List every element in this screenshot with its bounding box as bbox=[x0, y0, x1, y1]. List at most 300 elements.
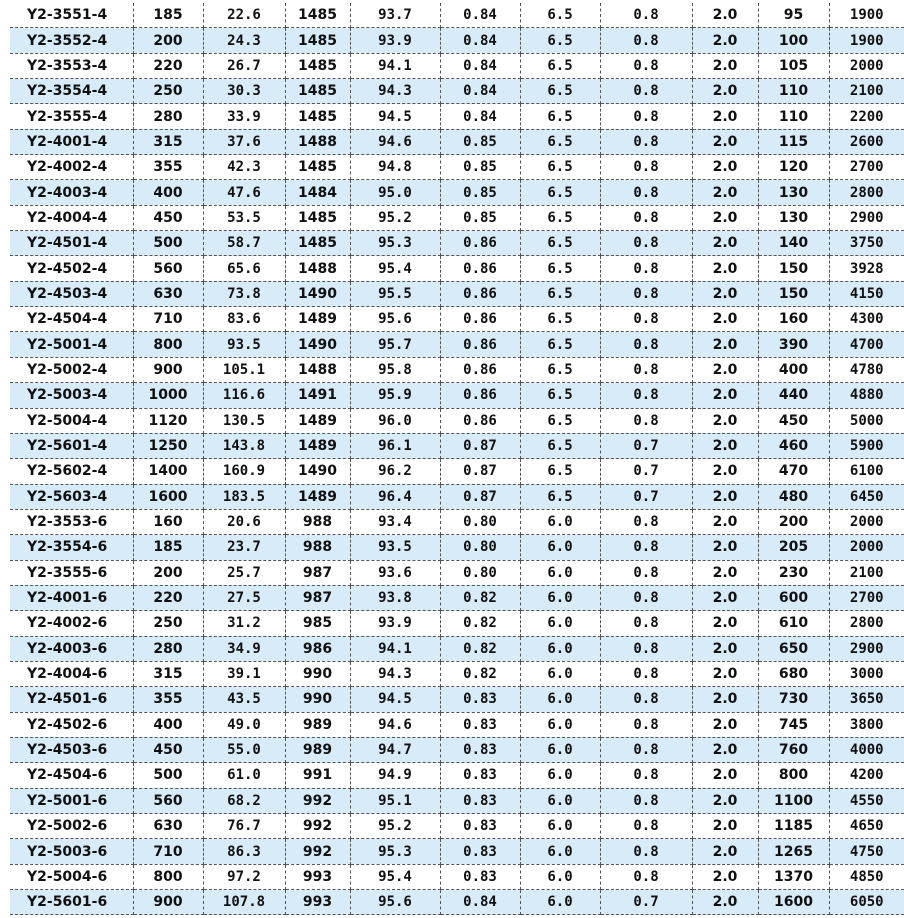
cell-c7: 6.5 bbox=[520, 79, 600, 104]
cell-efficiency: 94.6 bbox=[350, 129, 440, 154]
cell-c10: 680 bbox=[758, 661, 829, 686]
cell-c9: 2.0 bbox=[692, 281, 758, 306]
table-row bbox=[10, 3, 904, 28]
cell-power: 1120 bbox=[133, 408, 203, 433]
cell-c11: 4300 bbox=[829, 307, 904, 332]
table-row bbox=[10, 408, 904, 433]
cell-c10: 390 bbox=[758, 332, 829, 357]
cell-c8: 0.8 bbox=[600, 611, 692, 636]
cell-c10: 110 bbox=[758, 79, 829, 104]
table-row bbox=[10, 611, 904, 636]
cell-power-factor: 0.85 bbox=[440, 129, 520, 154]
cell-power: 900 bbox=[133, 890, 203, 915]
cell-power: 185 bbox=[133, 3, 203, 28]
cell-speed: 1490 bbox=[285, 459, 350, 484]
cell-efficiency: 95.6 bbox=[350, 890, 440, 915]
cell-c11: 2700 bbox=[829, 585, 904, 610]
cell-efficiency: 95.9 bbox=[350, 383, 440, 408]
cell-c9: 2.0 bbox=[692, 788, 758, 813]
cell-c9: 2.0 bbox=[692, 79, 758, 104]
cell-model: Y2-4002-4 bbox=[10, 155, 133, 180]
motor-spec-table bbox=[10, 3, 904, 915]
table-row bbox=[10, 231, 904, 256]
cell-power-factor: 0.82 bbox=[440, 636, 520, 661]
cell-c8: 0.8 bbox=[600, 28, 692, 53]
cell-c10: 600 bbox=[758, 585, 829, 610]
cell-current: 107.8 bbox=[203, 890, 285, 915]
cell-speed: 1488 bbox=[285, 357, 350, 382]
cell-power: 400 bbox=[133, 180, 203, 205]
cell-c8: 0.8 bbox=[600, 864, 692, 889]
cell-c8: 0.8 bbox=[600, 814, 692, 839]
cell-c8: 0.8 bbox=[600, 408, 692, 433]
table-row bbox=[10, 307, 904, 332]
table-row bbox=[10, 28, 904, 53]
cell-current: 86.3 bbox=[203, 839, 285, 864]
cell-c10: 650 bbox=[758, 636, 829, 661]
cell-speed: 1490 bbox=[285, 332, 350, 357]
cell-c7: 6.0 bbox=[520, 611, 600, 636]
cell-c8: 0.8 bbox=[600, 763, 692, 788]
cell-current: 183.5 bbox=[203, 484, 285, 509]
cell-power-factor: 0.82 bbox=[440, 585, 520, 610]
cell-current: 31.2 bbox=[203, 611, 285, 636]
cell-c10: 745 bbox=[758, 712, 829, 737]
cell-speed: 992 bbox=[285, 814, 350, 839]
cell-c10: 95 bbox=[758, 3, 829, 28]
cell-c7: 6.0 bbox=[520, 839, 600, 864]
cell-efficiency: 96.1 bbox=[350, 433, 440, 458]
cell-power: 315 bbox=[133, 661, 203, 686]
table-row bbox=[10, 890, 904, 915]
cell-c10: 1185 bbox=[758, 814, 829, 839]
cell-c8: 0.8 bbox=[600, 307, 692, 332]
cell-c10: 480 bbox=[758, 484, 829, 509]
cell-current: 65.6 bbox=[203, 256, 285, 281]
cell-power: 250 bbox=[133, 79, 203, 104]
table-row bbox=[10, 814, 904, 839]
cell-efficiency: 95.1 bbox=[350, 788, 440, 813]
cell-current: 61.0 bbox=[203, 763, 285, 788]
cell-current: 83.6 bbox=[203, 307, 285, 332]
cell-speed: 988 bbox=[285, 509, 350, 534]
cell-model: Y2-4003-6 bbox=[10, 636, 133, 661]
cell-model: Y2-3555-4 bbox=[10, 104, 133, 129]
cell-c7: 6.0 bbox=[520, 661, 600, 686]
cell-c7: 6.0 bbox=[520, 535, 600, 560]
table-row bbox=[10, 763, 904, 788]
cell-c11: 6450 bbox=[829, 484, 904, 509]
cell-c9: 2.0 bbox=[692, 839, 758, 864]
cell-c11: 6100 bbox=[829, 459, 904, 484]
cell-speed: 1490 bbox=[285, 281, 350, 306]
cell-c10: 610 bbox=[758, 611, 829, 636]
cell-c10: 450 bbox=[758, 408, 829, 433]
cell-current: 34.9 bbox=[203, 636, 285, 661]
cell-c8: 0.8 bbox=[600, 737, 692, 762]
cell-power-factor: 0.83 bbox=[440, 864, 520, 889]
cell-speed: 1489 bbox=[285, 307, 350, 332]
cell-speed: 1488 bbox=[285, 129, 350, 154]
cell-c9: 2.0 bbox=[692, 661, 758, 686]
cell-model: Y2-3554-6 bbox=[10, 535, 133, 560]
cell-c11: 4200 bbox=[829, 763, 904, 788]
cell-current: 47.6 bbox=[203, 180, 285, 205]
cell-c8: 0.8 bbox=[600, 155, 692, 180]
cell-c10: 120 bbox=[758, 155, 829, 180]
cell-efficiency: 93.8 bbox=[350, 585, 440, 610]
cell-c7: 6.0 bbox=[520, 560, 600, 585]
cell-model: Y2-5601-6 bbox=[10, 890, 133, 915]
cell-c11: 5000 bbox=[829, 408, 904, 433]
cell-c8: 0.7 bbox=[600, 459, 692, 484]
cell-model: Y2-4502-4 bbox=[10, 256, 133, 281]
cell-c8: 0.8 bbox=[600, 79, 692, 104]
cell-c7: 6.0 bbox=[520, 585, 600, 610]
cell-c8: 0.8 bbox=[600, 585, 692, 610]
cell-c9: 2.0 bbox=[692, 560, 758, 585]
cell-c9: 2.0 bbox=[692, 890, 758, 915]
cell-efficiency: 95.5 bbox=[350, 281, 440, 306]
table-row bbox=[10, 281, 904, 306]
cell-c9: 2.0 bbox=[692, 28, 758, 53]
cell-c7: 6.5 bbox=[520, 129, 600, 154]
cell-current: 26.7 bbox=[203, 53, 285, 78]
cell-power-factor: 0.84 bbox=[440, 104, 520, 129]
cell-c8: 0.8 bbox=[600, 205, 692, 230]
cell-c11: 4150 bbox=[829, 281, 904, 306]
cell-speed: 993 bbox=[285, 864, 350, 889]
cell-c11: 4850 bbox=[829, 864, 904, 889]
cell-power: 630 bbox=[133, 281, 203, 306]
cell-c10: 130 bbox=[758, 205, 829, 230]
cell-power-factor: 0.80 bbox=[440, 509, 520, 534]
cell-model: Y2-5001-4 bbox=[10, 332, 133, 357]
table-row bbox=[10, 839, 904, 864]
cell-c7: 6.5 bbox=[520, 307, 600, 332]
cell-power-factor: 0.85 bbox=[440, 180, 520, 205]
cell-power: 200 bbox=[133, 560, 203, 585]
cell-current: 30.3 bbox=[203, 79, 285, 104]
cell-c10: 1265 bbox=[758, 839, 829, 864]
table-row bbox=[10, 712, 904, 737]
cell-power: 800 bbox=[133, 864, 203, 889]
cell-c11: 2000 bbox=[829, 535, 904, 560]
cell-power-factor: 0.82 bbox=[440, 611, 520, 636]
cell-efficiency: 95.6 bbox=[350, 307, 440, 332]
cell-power-factor: 0.86 bbox=[440, 307, 520, 332]
cell-model: Y2-4501-4 bbox=[10, 231, 133, 256]
cell-c10: 800 bbox=[758, 763, 829, 788]
table-row bbox=[10, 585, 904, 610]
cell-c7: 6.5 bbox=[520, 155, 600, 180]
cell-current: 55.0 bbox=[203, 737, 285, 762]
cell-c11: 3650 bbox=[829, 687, 904, 712]
cell-c10: 140 bbox=[758, 231, 829, 256]
cell-power-factor: 0.83 bbox=[440, 687, 520, 712]
cell-c7: 6.0 bbox=[520, 864, 600, 889]
cell-c10: 115 bbox=[758, 129, 829, 154]
cell-c7: 6.5 bbox=[520, 53, 600, 78]
cell-c9: 2.0 bbox=[692, 712, 758, 737]
cell-power: 200 bbox=[133, 28, 203, 53]
cell-model: Y2-3555-6 bbox=[10, 560, 133, 585]
cell-power: 560 bbox=[133, 256, 203, 281]
cell-current: 22.6 bbox=[203, 3, 285, 28]
cell-speed: 986 bbox=[285, 636, 350, 661]
cell-power: 220 bbox=[133, 585, 203, 610]
cell-c9: 2.0 bbox=[692, 256, 758, 281]
cell-efficiency: 95.3 bbox=[350, 839, 440, 864]
cell-speed: 1491 bbox=[285, 383, 350, 408]
cell-current: 42.3 bbox=[203, 155, 285, 180]
cell-power: 280 bbox=[133, 104, 203, 129]
cell-c11: 3000 bbox=[829, 661, 904, 686]
table-row bbox=[10, 205, 904, 230]
cell-power-factor: 0.86 bbox=[440, 256, 520, 281]
cell-c8: 0.8 bbox=[600, 383, 692, 408]
cell-efficiency: 94.5 bbox=[350, 104, 440, 129]
cell-c11: 2700 bbox=[829, 155, 904, 180]
cell-c11: 2000 bbox=[829, 509, 904, 534]
cell-model: Y2-5603-4 bbox=[10, 484, 133, 509]
cell-power: 1400 bbox=[133, 459, 203, 484]
table-row bbox=[10, 433, 904, 458]
cell-c8: 0.8 bbox=[600, 53, 692, 78]
cell-speed: 1485 bbox=[285, 205, 350, 230]
cell-current: 68.2 bbox=[203, 788, 285, 813]
cell-c11: 3800 bbox=[829, 712, 904, 737]
cell-current: 116.6 bbox=[203, 383, 285, 408]
cell-power: 315 bbox=[133, 129, 203, 154]
cell-model: Y2-4503-4 bbox=[10, 281, 133, 306]
cell-power-factor: 0.86 bbox=[440, 408, 520, 433]
cell-power-factor: 0.83 bbox=[440, 763, 520, 788]
cell-power: 450 bbox=[133, 205, 203, 230]
cell-power-factor: 0.83 bbox=[440, 788, 520, 813]
cell-c7: 6.5 bbox=[520, 3, 600, 28]
cell-speed: 990 bbox=[285, 687, 350, 712]
cell-c7: 6.0 bbox=[520, 890, 600, 915]
cell-c9: 2.0 bbox=[692, 307, 758, 332]
cell-c11: 4000 bbox=[829, 737, 904, 762]
cell-c7: 6.5 bbox=[520, 205, 600, 230]
cell-speed: 1488 bbox=[285, 256, 350, 281]
cell-power: 280 bbox=[133, 636, 203, 661]
cell-c9: 2.0 bbox=[692, 155, 758, 180]
table-row bbox=[10, 560, 904, 585]
cell-speed: 992 bbox=[285, 839, 350, 864]
cell-model: Y2-5001-6 bbox=[10, 788, 133, 813]
cell-current: 160.9 bbox=[203, 459, 285, 484]
cell-speed: 985 bbox=[285, 611, 350, 636]
cell-c7: 6.5 bbox=[520, 383, 600, 408]
cell-efficiency: 94.9 bbox=[350, 763, 440, 788]
cell-current: 24.3 bbox=[203, 28, 285, 53]
cell-power: 900 bbox=[133, 357, 203, 382]
cell-current: 73.8 bbox=[203, 281, 285, 306]
cell-power: 560 bbox=[133, 788, 203, 813]
cell-model: Y2-5601-4 bbox=[10, 433, 133, 458]
table-row bbox=[10, 332, 904, 357]
cell-efficiency: 96.4 bbox=[350, 484, 440, 509]
cell-c9: 2.0 bbox=[692, 3, 758, 28]
cell-c10: 1370 bbox=[758, 864, 829, 889]
cell-c7: 6.0 bbox=[520, 737, 600, 762]
cell-efficiency: 94.1 bbox=[350, 636, 440, 661]
cell-efficiency: 95.3 bbox=[350, 231, 440, 256]
cell-c8: 0.8 bbox=[600, 3, 692, 28]
cell-c10: 400 bbox=[758, 357, 829, 382]
cell-current: 53.5 bbox=[203, 205, 285, 230]
cell-power-factor: 0.83 bbox=[440, 737, 520, 762]
cell-c10: 1600 bbox=[758, 890, 829, 915]
cell-c9: 2.0 bbox=[692, 763, 758, 788]
cell-c9: 2.0 bbox=[692, 509, 758, 534]
cell-power-factor: 0.83 bbox=[440, 712, 520, 737]
cell-model: Y2-4504-4 bbox=[10, 307, 133, 332]
cell-c11: 2600 bbox=[829, 129, 904, 154]
cell-speed: 989 bbox=[285, 737, 350, 762]
cell-power: 1600 bbox=[133, 484, 203, 509]
cell-c10: 730 bbox=[758, 687, 829, 712]
cell-c8: 0.8 bbox=[600, 560, 692, 585]
cell-c7: 6.5 bbox=[520, 459, 600, 484]
cell-power: 630 bbox=[133, 814, 203, 839]
cell-c11: 4550 bbox=[829, 788, 904, 813]
cell-current: 33.9 bbox=[203, 104, 285, 129]
cell-c8: 0.8 bbox=[600, 256, 692, 281]
cell-c11: 1900 bbox=[829, 28, 904, 53]
cell-power: 500 bbox=[133, 763, 203, 788]
table-row bbox=[10, 357, 904, 382]
cell-current: 76.7 bbox=[203, 814, 285, 839]
cell-speed: 1485 bbox=[285, 79, 350, 104]
table-row bbox=[10, 864, 904, 889]
cell-efficiency: 95.2 bbox=[350, 205, 440, 230]
cell-model: Y2-4002-6 bbox=[10, 611, 133, 636]
cell-speed: 993 bbox=[285, 890, 350, 915]
cell-c9: 2.0 bbox=[692, 205, 758, 230]
cell-c7: 6.0 bbox=[520, 814, 600, 839]
cell-power-factor: 0.87 bbox=[440, 484, 520, 509]
cell-c11: 4780 bbox=[829, 357, 904, 382]
cell-c10: 760 bbox=[758, 737, 829, 762]
cell-speed: 987 bbox=[285, 585, 350, 610]
cell-speed: 990 bbox=[285, 661, 350, 686]
cell-current: 93.5 bbox=[203, 332, 285, 357]
cell-power-factor: 0.80 bbox=[440, 560, 520, 585]
cell-c9: 2.0 bbox=[692, 408, 758, 433]
cell-c9: 2.0 bbox=[692, 129, 758, 154]
cell-power-factor: 0.84 bbox=[440, 890, 520, 915]
spec-table-container bbox=[10, 3, 884, 915]
cell-current: 37.6 bbox=[203, 129, 285, 154]
cell-speed: 1485 bbox=[285, 53, 350, 78]
table-row bbox=[10, 737, 904, 762]
cell-c7: 6.5 bbox=[520, 408, 600, 433]
cell-power-factor: 0.84 bbox=[440, 79, 520, 104]
cell-c9: 2.0 bbox=[692, 104, 758, 129]
cell-model: Y2-5602-4 bbox=[10, 459, 133, 484]
cell-power: 400 bbox=[133, 712, 203, 737]
cell-speed: 987 bbox=[285, 560, 350, 585]
cell-c10: 470 bbox=[758, 459, 829, 484]
cell-model: Y2-3553-4 bbox=[10, 53, 133, 78]
cell-c10: 1100 bbox=[758, 788, 829, 813]
cell-c10: 105 bbox=[758, 53, 829, 78]
cell-c9: 2.0 bbox=[692, 611, 758, 636]
cell-current: 97.2 bbox=[203, 864, 285, 889]
cell-model: Y2-4001-6 bbox=[10, 585, 133, 610]
cell-efficiency: 94.8 bbox=[350, 155, 440, 180]
cell-current: 27.5 bbox=[203, 585, 285, 610]
cell-model: Y2-5002-4 bbox=[10, 357, 133, 382]
cell-speed: 1485 bbox=[285, 231, 350, 256]
cell-efficiency: 96.0 bbox=[350, 408, 440, 433]
cell-power-factor: 0.85 bbox=[440, 205, 520, 230]
cell-c8: 0.7 bbox=[600, 890, 692, 915]
cell-c11: 4880 bbox=[829, 383, 904, 408]
table-row bbox=[10, 687, 904, 712]
table-row bbox=[10, 129, 904, 154]
cell-efficiency: 94.1 bbox=[350, 53, 440, 78]
cell-power-factor: 0.80 bbox=[440, 535, 520, 560]
cell-c7: 6.5 bbox=[520, 281, 600, 306]
cell-c8: 0.8 bbox=[600, 687, 692, 712]
cell-c10: 100 bbox=[758, 28, 829, 53]
cell-c8: 0.8 bbox=[600, 636, 692, 661]
cell-model: Y2-5003-4 bbox=[10, 383, 133, 408]
cell-c8: 0.8 bbox=[600, 712, 692, 737]
table-body bbox=[10, 3, 904, 915]
cell-power-factor: 0.85 bbox=[440, 155, 520, 180]
cell-c9: 2.0 bbox=[692, 535, 758, 560]
cell-c8: 0.8 bbox=[600, 535, 692, 560]
cell-c8: 0.8 bbox=[600, 839, 692, 864]
cell-power: 710 bbox=[133, 839, 203, 864]
cell-c9: 2.0 bbox=[692, 459, 758, 484]
cell-current: 105.1 bbox=[203, 357, 285, 382]
table-row bbox=[10, 535, 904, 560]
cell-c9: 2.0 bbox=[692, 180, 758, 205]
cell-model: Y2-4001-4 bbox=[10, 129, 133, 154]
cell-c7: 6.5 bbox=[520, 357, 600, 382]
cell-c7: 6.5 bbox=[520, 180, 600, 205]
cell-c10: 205 bbox=[758, 535, 829, 560]
cell-model: Y2-3551-4 bbox=[10, 3, 133, 28]
cell-c7: 6.5 bbox=[520, 28, 600, 53]
cell-c9: 2.0 bbox=[692, 737, 758, 762]
cell-c7: 6.0 bbox=[520, 687, 600, 712]
cell-c7: 6.5 bbox=[520, 256, 600, 281]
cell-power: 160 bbox=[133, 509, 203, 534]
cell-speed: 1485 bbox=[285, 3, 350, 28]
cell-speed: 1485 bbox=[285, 155, 350, 180]
cell-c8: 0.8 bbox=[600, 129, 692, 154]
cell-c7: 6.0 bbox=[520, 763, 600, 788]
cell-current: 20.6 bbox=[203, 509, 285, 534]
cell-efficiency: 95.0 bbox=[350, 180, 440, 205]
cell-c7: 6.5 bbox=[520, 433, 600, 458]
table-row bbox=[10, 180, 904, 205]
cell-c11: 4750 bbox=[829, 839, 904, 864]
cell-c9: 2.0 bbox=[692, 484, 758, 509]
cell-model: Y2-3553-6 bbox=[10, 509, 133, 534]
cell-c9: 2.0 bbox=[692, 585, 758, 610]
cell-c7: 6.0 bbox=[520, 509, 600, 534]
cell-c7: 6.0 bbox=[520, 636, 600, 661]
